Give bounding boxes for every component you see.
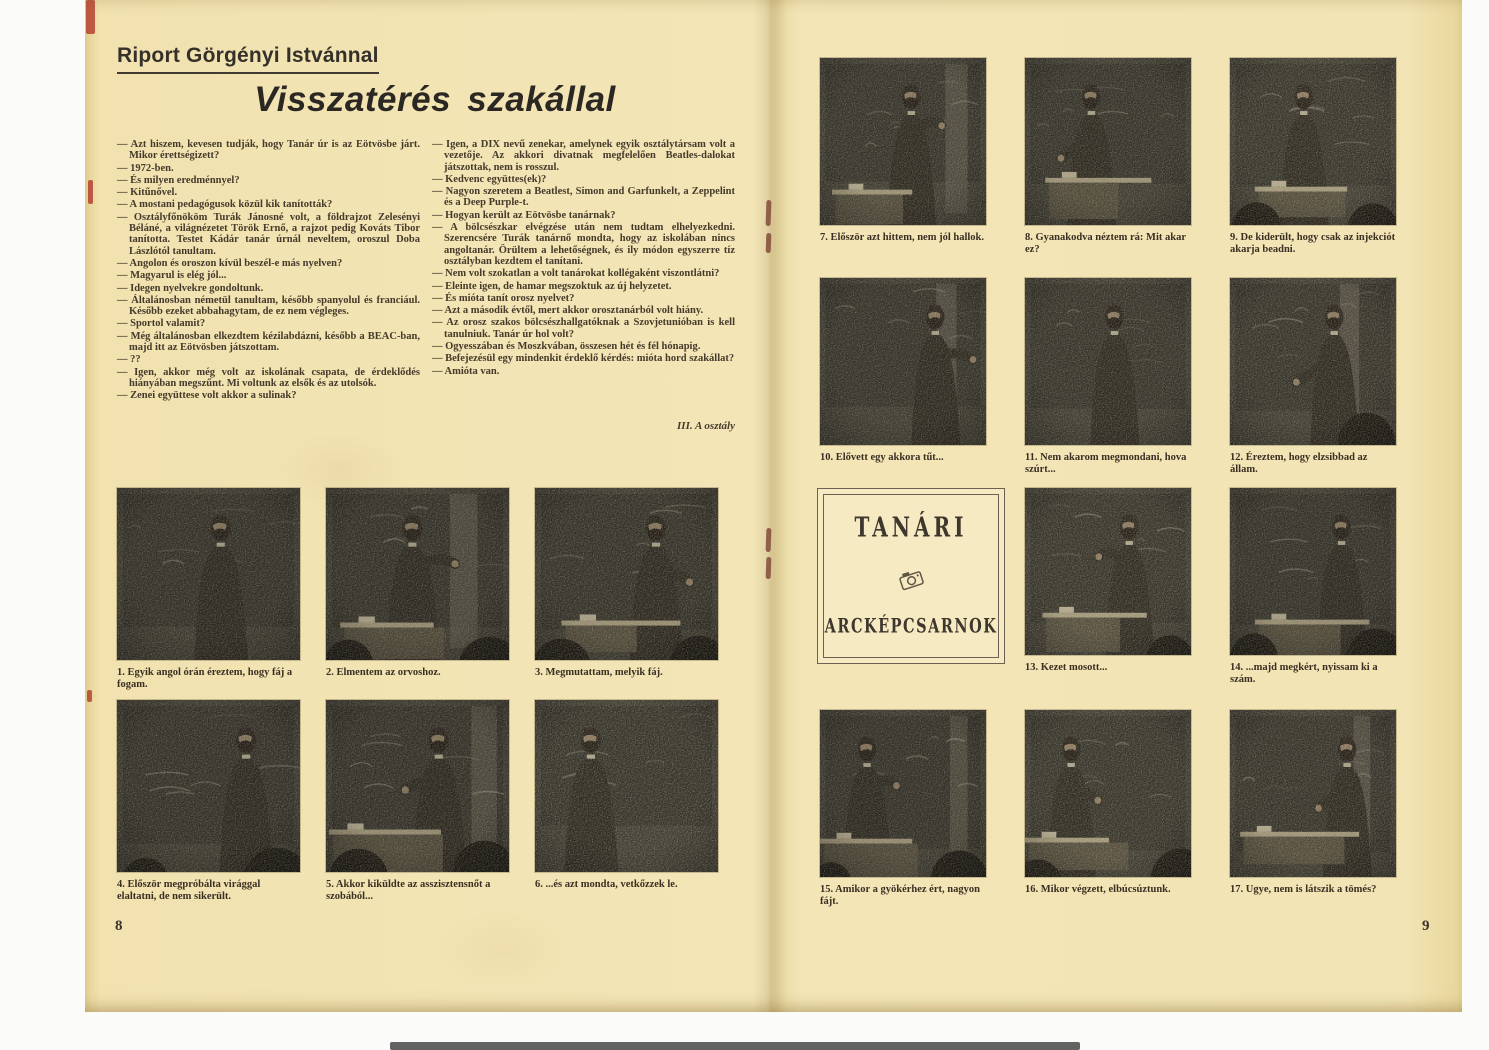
dialogue-line: — Magyarul is elég jól...	[117, 270, 227, 282]
photo-caption: 15. Amikor a gyökérhez ért, nagyon fájt.	[820, 884, 980, 907]
page-number-left: 8	[115, 918, 123, 934]
staple-mark	[766, 528, 772, 552]
photo-item	[820, 278, 986, 488]
photo	[820, 58, 986, 225]
teachers-gallery-plate	[817, 488, 1005, 664]
article-headline: Visszatérés szakállal	[254, 80, 616, 119]
dialogue-line: — És mióta tanít orosz nyelvet?	[432, 292, 575, 304]
photo-item	[1230, 278, 1396, 488]
plate-title-bottom: ARCKÉPCSARNOK	[824, 615, 998, 638]
photo-item	[1025, 488, 1191, 710]
photo	[1230, 710, 1396, 877]
dialogue-line: — Igen, akkor még volt az iskolának csapata, de érdeklődés hiányában megszűnt. Mi voltunk az elsők és az utolsók.	[117, 366, 420, 389]
staple-mark	[766, 233, 772, 253]
dialogue-line: — Zenei együttese volt akkor a sulinak?	[117, 390, 297, 402]
dialogue-line: — ??	[117, 354, 141, 366]
dialogue-line: — Még általánosban elkezdtem kézilabdázni, később a BEAC-ban, majd itt az Eötvösben játszottam.	[117, 330, 420, 354]
photo-item	[326, 700, 509, 912]
photo-caption: 8. Gyanakodva néztem rá: Mit akar ez?	[1025, 232, 1186, 255]
dialogue-line: — Általánosban németül tanultam, később spanyolul és franciául. Később ezeket abbahagytam, de ez nem végleges.	[117, 294, 420, 318]
dialogue-line: — Kitűnővel.	[117, 187, 178, 199]
page-number-right: 9	[1422, 918, 1430, 934]
red-ink-mark	[88, 180, 93, 204]
photo	[117, 700, 300, 872]
photo-item	[535, 700, 718, 912]
photo	[326, 488, 509, 660]
dialogue-line: — Hogyan került az Eötvösbe tanárnak?	[432, 209, 616, 221]
dialogue-line: — Eleinte igen, de hamar megszoktuk az új helyzetet.	[432, 280, 672, 292]
photo	[820, 710, 986, 877]
photo-caption: 10. Elővett egy akkora tűt...	[820, 452, 944, 463]
dialogue-line: — Amióta van.	[432, 365, 500, 377]
photo	[1025, 710, 1191, 877]
photo-caption: 3. Megmutattam, melyik fáj.	[535, 667, 663, 678]
photo	[1230, 58, 1396, 225]
photo-caption: 9. De kiderült, hogy csak az injekciót akarja beadni.	[1230, 232, 1396, 255]
photo	[1230, 488, 1396, 655]
photo	[1025, 278, 1191, 445]
plate-inner-frame	[823, 494, 999, 658]
staple-mark	[766, 200, 772, 226]
photo-caption: 1. Egyik angol órán éreztem, hogy fáj a fogam.	[117, 667, 293, 690]
photo-grid-left	[117, 488, 718, 912]
photo-caption: 12. Éreztem, hogy elzsibbad az állam.	[1230, 452, 1368, 475]
interview-column-1	[117, 139, 420, 403]
dialogue-line: — Angolon és oroszon kívül beszél-e más nyelven?	[117, 257, 343, 269]
dialogue-line: — Ogyesszában és Moszkvában, összesen hét és fél hónapig.	[432, 341, 701, 353]
photo-caption: 11. Nem akarom megmondani, hova szúrt...	[1025, 452, 1187, 475]
center-fold	[753, 0, 787, 1012]
dialogue-line: — Kedvenc együttes(ek)?	[432, 173, 547, 185]
photo-caption: 17. Ugye, nem is látszik a tömés?	[1230, 884, 1377, 895]
dialogue-line: — Az orosz szakos bölcsészhallgatóknak a Szovjetunióban is kell tanulniuk. Tanár úr hol volt?	[432, 317, 735, 340]
dialogue-line: — 1972-ben.	[117, 162, 174, 174]
photo-item	[1025, 710, 1191, 922]
red-ink-mark	[87, 690, 92, 702]
photo	[1025, 488, 1191, 655]
dialogue-line: — Nem volt szokatlan a volt tanárokat kollégaként viszontlátni?	[432, 268, 720, 280]
photo-item	[117, 488, 300, 700]
dialogue-line: — Igen, a DIX nevű zenekar, amelynek egyik osztálytársam volt a vezetője. Az akkori divatnak megfelelően Beatles-dalokat játszottak, nem is rosszul.	[432, 139, 735, 173]
red-ink-mark	[86, 0, 95, 34]
photo-item	[1230, 488, 1396, 710]
interview-column-2	[432, 139, 735, 378]
magazine-spread	[85, 0, 1462, 1012]
photo-item	[1230, 58, 1396, 278]
photo-caption: 16. Mikor végzett, elbúcsúztunk.	[1025, 884, 1171, 895]
photo	[117, 488, 300, 660]
photo-item	[1025, 278, 1191, 488]
photo-caption: 4. Először megpróbálta virággal elaltatni, de nem sikerült.	[117, 879, 261, 902]
photo	[535, 700, 718, 872]
dialogue-line: — Nagyon szeretem a Beatlest, Simon and Garfunkelt, a Zeppelint és a Deep Purple-t.	[432, 186, 735, 209]
photo-item	[535, 488, 718, 700]
photo-item	[820, 710, 986, 922]
photo	[1025, 58, 1191, 225]
photo	[326, 700, 509, 872]
article-kicker: Riport Görgényi Istvánnal	[117, 44, 379, 74]
dialogue-line: — A bölcsészkar elvégzése után nem tudtam elhelyezkedni. Szerencsére Turák tanárnő mondta, hogy az iskolában nincs angoltanár. Örültem a lehetőségnek, és ily módon egyszerre tíz osztályban kezdtem el tanítani.	[432, 222, 735, 267]
photo	[820, 278, 986, 445]
photo-item	[1230, 710, 1396, 922]
photo-caption: 14. ...majd megkért, nyissam ki a szám.	[1230, 662, 1378, 685]
plate-title-top: TANÁRI	[854, 510, 968, 544]
dialogue-line: — Azt hiszem, kevesen tudják, hogy Tanár úr is az Eötvösbe járt. Mikor érettségizett?	[117, 139, 420, 162]
staple-mark	[766, 557, 772, 579]
photo-item	[326, 488, 509, 700]
photo-caption: 2. Elmentem az orvoshoz.	[326, 667, 441, 678]
dialogue-line: — Osztályfőnököm Turák Jánosné volt, a földrajzot Zelesényi Béláné, a világnézetet Török Ernő, a rajzot pedig Kováts Tibor tanította. Testet Kádár tanár úrnál neveltem, oroszul Doba Lászlótól tanultam.	[117, 211, 420, 257]
photo	[535, 488, 718, 660]
camera-icon	[896, 567, 926, 591]
photo-caption: 13. Kezet mosott...	[1025, 662, 1108, 673]
photo-item	[1025, 58, 1191, 278]
photo-caption: 5. Akkor kiküldte az asszisztensnőt a szobából...	[326, 879, 491, 902]
photo-caption: 6. ...és azt mondta, vetkőzzek le.	[535, 879, 678, 890]
dialogue-line: — A mostani pedagógusok közül kik tanították?	[117, 199, 333, 211]
photo	[1230, 278, 1396, 445]
scanner-edge-artifact	[390, 1042, 1080, 1050]
dialogue-line: — Sportol valamit?	[117, 318, 206, 330]
dialogue-line: — Befejezésül egy mindenkit érdeklő kérdés: mióta hord szakállat?	[432, 353, 735, 365]
photo-grid-right	[820, 58, 1396, 922]
dialogue-line: — És milyen eredménnyel?	[117, 174, 240, 186]
photo-item	[820, 58, 986, 278]
dialogue-line: — Azt a második évtől, mert akkor orosztanárból volt hiány.	[432, 305, 704, 317]
photo-caption: 7. Először azt hittem, nem jól hallok.	[820, 232, 985, 243]
dialogue-line: — Idegen nyelvekre gondoltunk.	[117, 282, 264, 294]
interview-signature: III. A osztály	[677, 420, 735, 432]
photo-item	[117, 700, 300, 912]
